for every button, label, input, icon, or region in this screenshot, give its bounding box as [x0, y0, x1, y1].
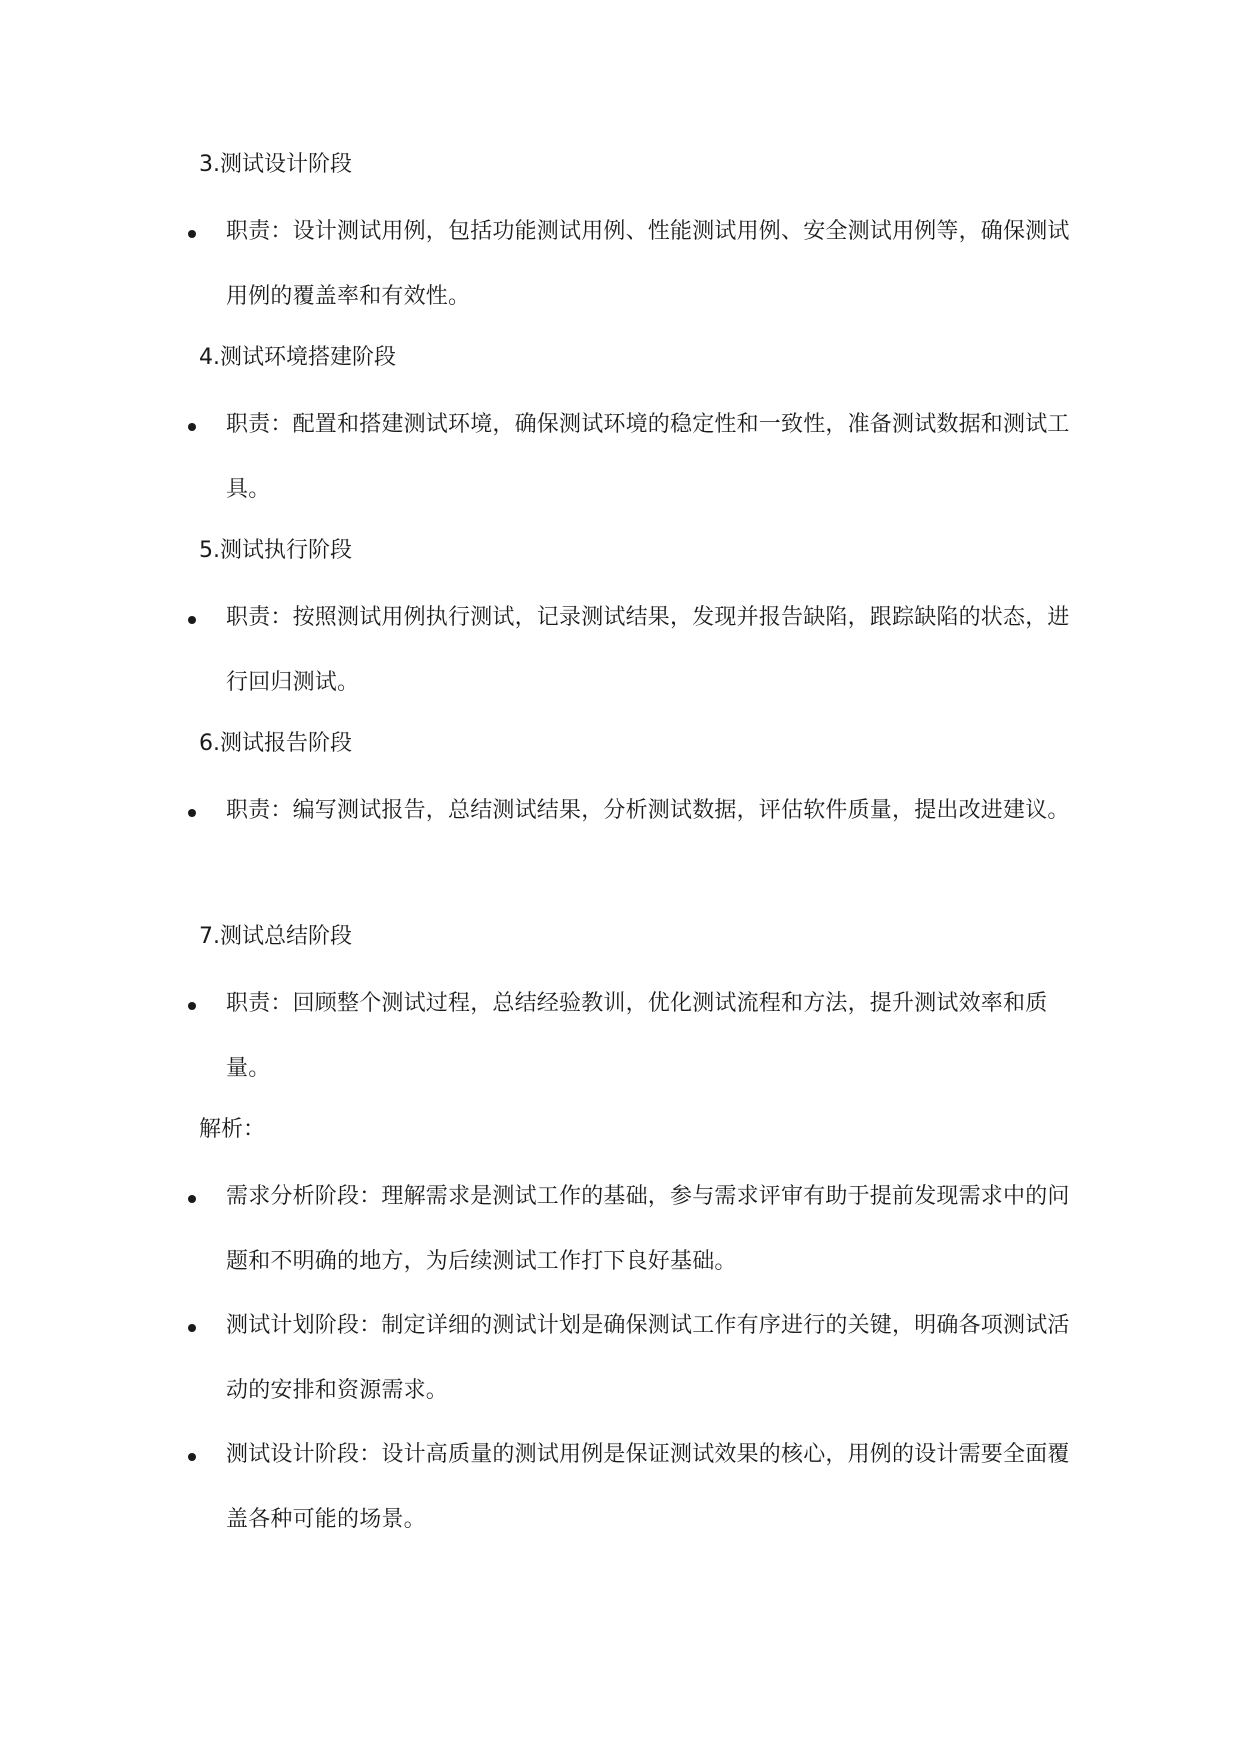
list-item-text: 职责：配置和搭建测试环境，确保测试环境的稳定性和一致性，准备测试数据和测试工具。 — [226, 412, 1070, 502]
bullet-icon — [188, 809, 196, 817]
bullet-icon — [188, 1195, 196, 1203]
bullet-icon — [188, 1324, 196, 1332]
list-item-text: 测试计划阶段：制定详细的测试计划是确保测试工作有序进行的关键，明确各项测试活动的安排和资源需求。 — [226, 1313, 1070, 1403]
analysis-heading: 解析： — [199, 1117, 266, 1142]
section-heading-test-summary: 7.测试总结阶段 — [199, 924, 352, 949]
section-heading-test-report: 6.测试报告阶段 — [199, 731, 352, 756]
section-heading-test-design: 3.测试设计阶段 — [199, 152, 352, 177]
bullet-icon — [188, 423, 196, 431]
bullet-icon — [188, 616, 196, 624]
list-item-text: 职责：设计测试用例，包括功能测试用例、性能测试用例、安全测试用例等，确保测试用例的覆盖率和有效性。 — [226, 219, 1070, 309]
list-item-text: 职责：编写测试报告，总结测试结果，分析测试数据，评估软件质量，提出改进建议。 — [226, 798, 1070, 823]
bullet-icon — [188, 1453, 196, 1461]
bullet-icon — [188, 1002, 196, 1010]
list-item-text: 需求分析阶段：理解需求是测试工作的基础，参与需求评审有助于提前发现需求中的问题和不明确的地方，为后续测试工作打下良好基础。 — [226, 1184, 1070, 1274]
section-heading-test-environment: 4.测试环境搭建阶段 — [199, 345, 396, 370]
list-item-text: 职责：回顾整个测试过程，总结经验教训，优化测试流程和方法，提升测试效率和质量。 — [226, 991, 1048, 1081]
list-item-text: 职责：按照测试用例执行测试，记录测试结果，发现并报告缺陷，跟踪缺陷的状态，进行回归测试。 — [226, 605, 1070, 695]
list-item-text: 测试设计阶段：设计高质量的测试用例是保证测试效果的核心，用例的设计需要全面覆盖各种可能的场景。 — [226, 1442, 1070, 1532]
bullet-icon — [188, 230, 196, 238]
section-heading-test-execution: 5.测试执行阶段 — [199, 538, 352, 563]
